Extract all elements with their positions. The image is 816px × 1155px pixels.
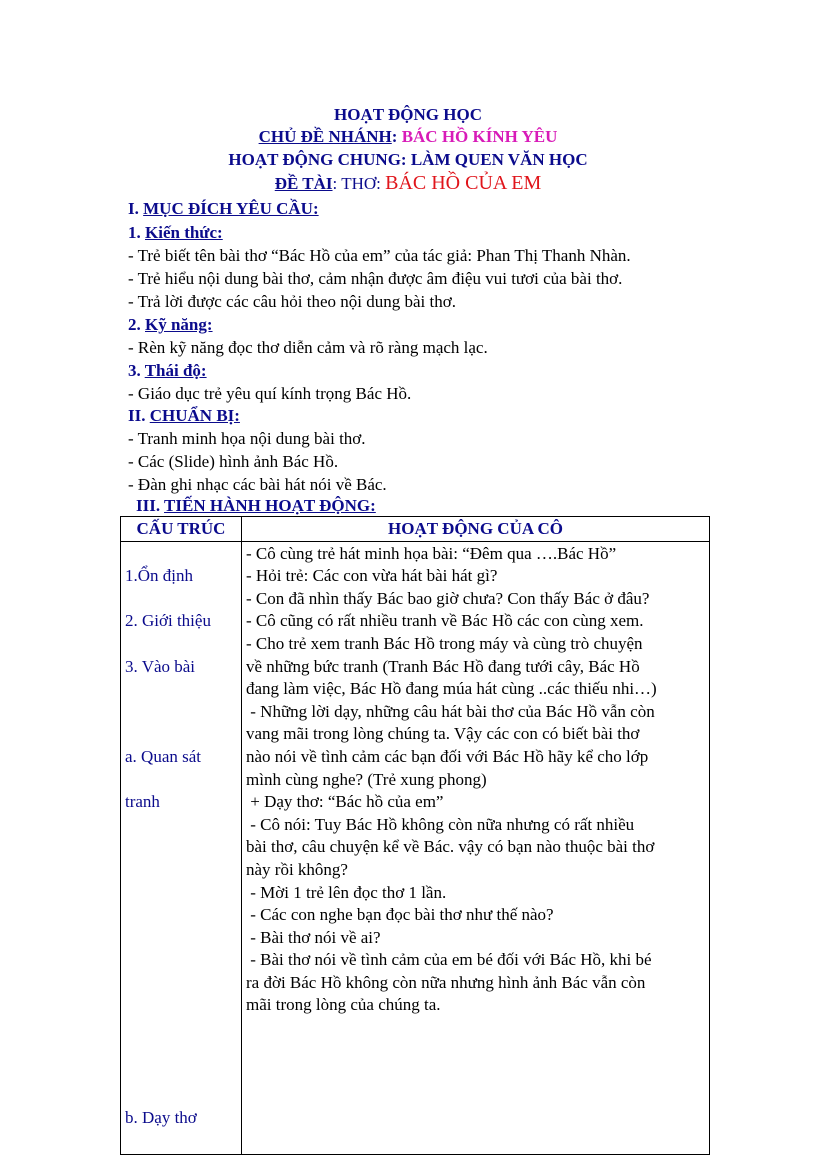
section-3-title: TIẾN HÀNH HOẠT ĐỘNG:	[164, 496, 376, 515]
activity-line: - Hỏi trẻ: Các con vừa hát bài hát gì?	[246, 566, 498, 586]
structure-item	[125, 1062, 237, 1085]
branch-topic-value: BÁC HỒ KÍNH YÊU	[401, 127, 558, 146]
structure-item: tranh	[125, 792, 160, 812]
structure-item	[125, 1017, 237, 1040]
section-1-heading	[128, 198, 319, 220]
activity-line: - Những lời dạy, những câu hát bài thơ của Bác Hồ vẫn còn	[246, 701, 655, 721]
section-3-number: III.	[136, 496, 165, 515]
knowledge-line-1: - Trẻ biết tên bài thơ “Bác Hồ của em” của tác giả: Phan Thị Thanh Nhàn.	[128, 246, 631, 265]
teacher-activity-column-header: HOẠT ĐỘNG CỦA CÔ	[242, 517, 710, 542]
skills-line-1: - Rèn kỹ năng đọc thơ diễn cảm và rõ ràng mạch lạc.	[128, 338, 488, 357]
teacher-activity-cell	[242, 541, 710, 1154]
activity-line: này rồi không?	[246, 859, 348, 879]
structure-cell	[121, 541, 242, 1154]
topic-value: BÁC HỒ CỦA EM	[385, 172, 542, 194]
structure-item: 1.Ổn định	[125, 566, 193, 586]
activity-line: - Các con nghe bạn đọc bài thơ như thế nào?	[246, 905, 554, 925]
activity-line: mình cùng nghe? (Trẻ xung phong)	[246, 769, 487, 789]
structure-column-header: CẤU TRÚC	[121, 517, 242, 542]
knowledge-heading	[128, 222, 223, 244]
activity-line: bài thơ, câu chuyện kể về Bác. vậy có bạn nào thuộc bài thơ	[246, 837, 655, 857]
topic-label: ĐỀ TÀI	[274, 174, 333, 193]
activity-line: + Dạy thơ: “Bác hồ của em”	[246, 792, 444, 812]
structure-item: 2. Giới thiệu	[125, 611, 211, 631]
activity-line: - Cô cùng trẻ hát minh họa bài: “Đêm qua ….Bác Hồ”	[246, 543, 617, 563]
section-2-number: II.	[128, 406, 150, 425]
activity-line: nào nói về tình cảm các bạn đối với Bác Hồ hãy kể cho lớp	[246, 746, 649, 766]
skills-label: Kỹ năng:	[145, 315, 213, 334]
structure-item	[125, 836, 237, 859]
knowledge-label: Kiến thức:	[145, 223, 223, 242]
topic-line	[0, 172, 816, 195]
branch-topic-line	[0, 126, 816, 148]
structure-item	[125, 927, 237, 950]
section-2-heading	[128, 405, 240, 427]
table-row	[121, 541, 710, 1154]
preparation-line-3: - Đàn ghi nhạc các bài hát nói về Bác.	[128, 475, 387, 494]
activity-line: - Cô cũng có rất nhiều tranh về Bác Hồ các con cùng xem.	[246, 611, 644, 631]
structure-item	[125, 972, 237, 995]
activity-line: - Con đã nhìn thấy Bác bao giờ chưa? Con thấy Bác ở đâu?	[246, 588, 650, 608]
activity-table	[120, 516, 710, 1155]
structure-item	[125, 882, 237, 905]
knowledge-number: 1.	[128, 223, 145, 242]
activity-line: về những bức tranh (Tranh Bác Hồ đang tưới cây, Bác Hồ	[246, 656, 640, 676]
activity-line: - Bài thơ nói về tình cảm của em bé đối với Bác Hồ, khi bé	[246, 950, 652, 970]
section-2-title: CHUẨN BỊ:	[149, 406, 240, 425]
knowledge-line-3: - Trả lời được các câu hỏi theo nội dung bài thơ.	[128, 292, 456, 311]
attitude-label: Thái độ:	[144, 361, 207, 380]
topic-separator: : THƠ:	[332, 174, 386, 193]
section-1-number: I.	[128, 199, 144, 218]
table-header-row	[121, 517, 710, 542]
activity-line: HOẠT ĐỘNG CHUNG: LÀM QUEN VĂN HỌC	[228, 150, 588, 169]
structure-item	[125, 701, 237, 724]
preparation-line-2: - Các (Slide) hình ảnh Bác Hồ.	[128, 452, 339, 471]
skills-number: 2.	[128, 315, 145, 334]
structure-item: b. Dạy thơ	[125, 1108, 197, 1128]
structure-item: a. Quan sát	[125, 746, 202, 766]
section-1-title: MỤC ĐÍCH YÊU CẦU:	[143, 199, 319, 218]
attitude-number: 3.	[128, 361, 145, 380]
section-3-heading	[136, 495, 376, 517]
branch-topic-label: CHỦ ĐỀ NHÁNH	[258, 127, 392, 146]
preparation-line-1: - Tranh minh họa nội dung bài thơ.	[128, 429, 366, 448]
activity-line: đang làm việc, Bác Hồ đang múa hát cùng ..các thiếu nhi…)	[246, 679, 657, 699]
attitude-heading	[128, 360, 207, 382]
activity-line: mãi trong lòng của chúng ta.	[246, 995, 441, 1015]
activity-line: - Cô nói: Tuy Bác Hồ không còn nữa nhưng có rất nhiều	[246, 814, 635, 834]
branch-topic-separator: :	[391, 127, 398, 146]
activity-line: - Mời 1 trẻ lên đọc thơ 1 lần.	[246, 882, 447, 902]
structure-item: 3. Vào bài	[125, 656, 196, 676]
activity-line: ra đời Bác Hồ không còn nữa nhưng hình ảnh Bác vẫn còn	[246, 972, 646, 992]
attitude-line-1: - Giáo dục trẻ yêu quí kính trọng Bác Hồ.	[128, 384, 412, 403]
activity-line: - Bài thơ nói về ai?	[246, 927, 381, 947]
document-title: HOẠT ĐỘNG HỌC	[334, 105, 482, 124]
knowledge-line-2: - Trẻ hiểu nội dung bài thơ, cảm nhận được âm điệu vui tươi của bài thơ.	[128, 269, 623, 288]
activity-line: - Cho trẻ xem tranh Bác Hồ trong máy và cùng trò chuyện	[246, 633, 643, 653]
skills-heading	[128, 314, 213, 336]
activity-line: vang mãi trong lòng chúng ta. Vậy các con có biết bài thơ	[246, 724, 640, 744]
